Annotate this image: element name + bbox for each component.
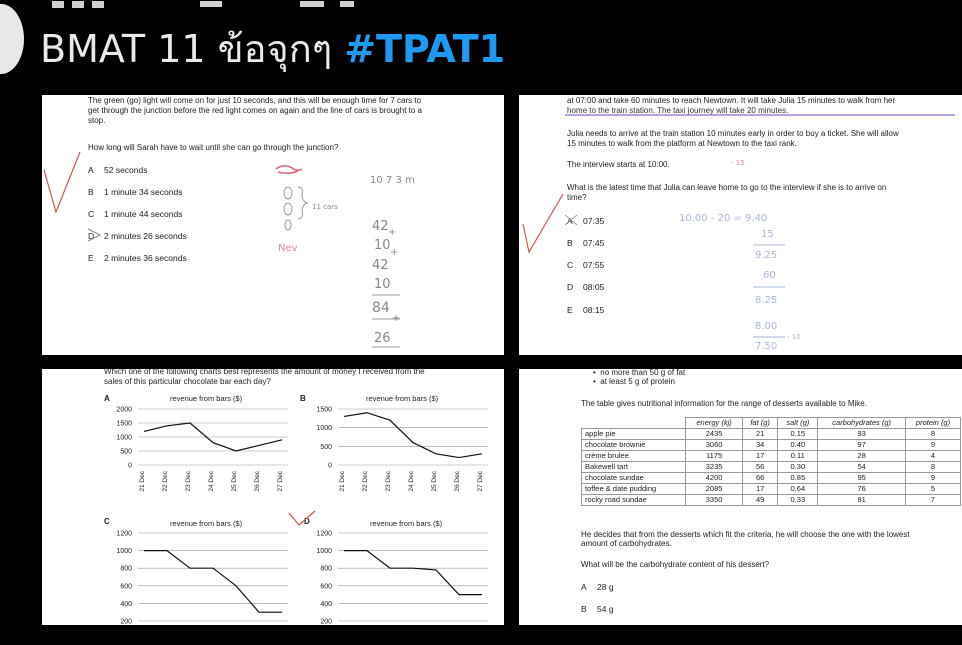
handwritten-note: 7.50	[755, 341, 778, 352]
chart-title: revenue from bars ($)	[170, 519, 243, 528]
x-tick-label: 22 Dec	[162, 471, 169, 492]
post-title-text: BMAT 11 ข้อจุกๆ	[40, 27, 333, 71]
y-tick-label: 800	[120, 565, 132, 573]
chart-title: revenue from bars ($)	[370, 519, 443, 528]
question-text: What is the latest time that Julia can leave home to go to the interview if she is to arrive on	[567, 183, 887, 192]
x-tick-label: 26 Dec	[254, 471, 261, 492]
handwritten-note: 15	[761, 229, 774, 240]
y-tick-label: 1000	[116, 434, 132, 442]
table-intro: The table gives nutritional information for the range of desserts available to Mike.	[581, 399, 867, 408]
y-tick-label: 1000	[116, 548, 132, 556]
series-line	[144, 551, 282, 613]
chart-option-letter: D	[304, 517, 310, 526]
revenue-chart-d	[304, 527, 494, 625]
y-tick-label: 500	[120, 448, 132, 456]
y-tick-label: 500	[320, 443, 332, 451]
handwritten-note: 11 cars	[312, 203, 338, 211]
x-tick-label: 24 Dec	[408, 471, 415, 492]
y-tick-label: 0	[128, 462, 132, 470]
y-tick-label: 1000	[316, 425, 332, 433]
question-text: What will be the carbohydrate content of his dessert?	[581, 560, 770, 569]
column-header: salt (g)	[778, 418, 818, 429]
column-header: protein (g)	[906, 418, 961, 429]
nutrition-table	[581, 417, 961, 506]
answer-option: D 08:05	[567, 282, 605, 292]
revenue-chart-a	[104, 403, 294, 503]
handwritten-note: - 15	[731, 159, 745, 167]
chart-option-letter: B	[300, 394, 306, 403]
table-row: chocolate brownie 3060 34 0.40 97 9	[582, 440, 961, 451]
x-tick-label: 27 Dec	[477, 471, 484, 492]
red-scribble-icon	[274, 163, 304, 177]
table-row: apple pie 2435 21 0.15 93 8	[582, 429, 961, 440]
x-tick-label: 27 Dec	[277, 471, 284, 492]
question-intro-line: stop.	[88, 116, 106, 125]
handwritten-note: 10.00 - 20 = 9.40	[679, 213, 768, 224]
handwritten-note: 10	[374, 277, 391, 292]
answer-option: D 2 minutes 26 seconds	[88, 231, 187, 241]
question-intro-line: He decides that from the desserts which fit the criteria, he will choose the one with the lowest	[581, 530, 910, 539]
handwritten-note: - 10	[787, 333, 801, 341]
image-panel-chart-question[interactable]	[42, 369, 504, 625]
answer-option: A 07:35	[567, 216, 605, 226]
x-tick-label: 23 Dec	[185, 471, 192, 492]
y-tick-label: 800	[320, 565, 332, 573]
answer-option: B 54 g	[581, 604, 614, 614]
handwritten-note: 10	[374, 238, 391, 253]
red-checkmark-icon	[42, 150, 82, 220]
question-text: How long will Sarah have to wait until she can go through the junction?	[88, 143, 339, 152]
chart-option-letter: C	[104, 517, 110, 526]
y-tick-label: 2000	[116, 406, 132, 414]
handwritten-note: Nev	[278, 243, 298, 254]
handwritten-note: 8.25	[755, 295, 778, 306]
series-line	[344, 551, 482, 595]
chart-title: revenue from bars ($)	[170, 394, 243, 403]
x-tick-label: 24 Dec	[208, 471, 215, 492]
y-tick-label: 200	[120, 618, 132, 626]
hashtag-link[interactable]: #TPAT1	[344, 27, 506, 71]
x-tick-label: 25 Dec	[231, 471, 238, 492]
answer-option: A 28 g	[581, 582, 614, 592]
x-tick-label: 23 Dec	[385, 471, 392, 492]
revenue-chart-b	[304, 403, 494, 503]
handwritten-note: 42	[372, 219, 389, 234]
table-row: Bakewell tart 3235 56 0.30 54 8	[582, 462, 961, 473]
question-text: time?	[567, 193, 587, 202]
question-intro-line: home to the train station. The taxi journey will take 20 minutes.	[567, 106, 789, 115]
handwritten-note: 60	[763, 270, 776, 281]
image-panel-traffic-question[interactable]	[42, 95, 504, 355]
criteria-item: • at least 5 g of protein	[593, 377, 675, 386]
question-intro-line: The interview starts at 10:00.	[567, 160, 670, 169]
question-intro-line: Julia needs to arrive at the train station 10 minutes early in order to buy a ticket. She will allow	[567, 129, 899, 138]
y-tick-label: 600	[120, 583, 132, 591]
crossed-answer-icon	[563, 213, 581, 227]
chart-option-letter: A	[104, 394, 110, 403]
cut-off-text-icon	[0, 1, 962, 13]
column-header: fat (g)	[742, 418, 777, 429]
answer-option: E 2 minutes 36 seconds	[88, 253, 187, 263]
x-tick-label: 22 Dec	[362, 471, 369, 492]
y-tick-label: 0	[328, 462, 332, 470]
question-intro-line: sales of this particular chocolate bar each day?	[104, 377, 271, 386]
handwritten-note: 26	[374, 331, 391, 346]
handwritten-note: 42	[372, 258, 389, 273]
answer-option: B 07:45	[567, 238, 605, 248]
x-tick-label: 21 Dec	[139, 471, 146, 492]
x-tick-label: 26 Dec	[454, 471, 461, 492]
underline-strokes-icon	[751, 243, 791, 343]
handwritten-note: +	[390, 247, 399, 258]
post-title	[40, 18, 505, 79]
image-panel-dessert-question[interactable]	[519, 369, 962, 625]
answer-option: C 07:55	[567, 260, 605, 270]
red-checkmark-icon	[287, 509, 317, 529]
red-checkmark-icon	[519, 190, 565, 260]
top-strip	[0, 0, 962, 12]
y-tick-label: 400	[120, 600, 132, 608]
answer-option: C 1 minute 44 seconds	[88, 209, 183, 219]
table-header-row	[582, 418, 961, 429]
handwritten-note: 8.00	[755, 321, 778, 332]
question-intro-line: amount of carbohydrates.	[581, 539, 672, 548]
revenue-chart-c	[104, 527, 294, 625]
underline-strokes-icon	[370, 293, 410, 353]
image-panel-julia-question[interactable]	[519, 95, 962, 355]
question-intro-line: 15 minutes to walk from the platform at Newtown to the taxi rank.	[567, 139, 797, 148]
x-tick-label: 21 Dec	[339, 471, 346, 492]
answer-option: A 52 seconds	[88, 165, 148, 175]
x-tick-label: 25 Dec	[431, 471, 438, 492]
table-row: chocolate sundae 4200 66 0.85 95 9	[582, 473, 961, 484]
y-tick-label: 600	[320, 583, 332, 591]
y-tick-label: 1500	[116, 420, 132, 428]
column-header: energy (kj)	[686, 418, 743, 429]
question-intro-line: at 07:00 and take 60 minutes to reach Newtown. It will take Julia 15 minutes to walk from her	[567, 96, 896, 105]
circled-answer-icon	[86, 225, 126, 245]
handwritten-note: 84	[372, 300, 390, 316]
answer-option: E 08:15	[567, 305, 605, 315]
y-tick-label: 1200	[116, 530, 132, 538]
table-row: toffee & date pudding 2085 17 0.64 76 5	[582, 484, 961, 495]
y-tick-label: 400	[320, 600, 332, 608]
handwritten-note: +	[388, 227, 397, 238]
y-tick-label: 1000	[316, 548, 332, 556]
criteria-item: • no more than 50 g of fat	[593, 369, 686, 377]
highlight-underline-icon	[565, 113, 962, 117]
table-row: rocky road sundae 3350 49 0.33 81 7	[582, 495, 961, 506]
handwritten-note: 9.25	[755, 250, 778, 261]
question-intro-line: get through the junction before the red light comes on again and the line of cars is brought to a	[88, 106, 422, 115]
avatar[interactable]	[0, 4, 24, 74]
y-tick-label: 1500	[316, 406, 332, 414]
series-line	[344, 413, 482, 458]
handwritten-note: +	[392, 313, 401, 324]
column-header: carbohydrates (g)	[818, 418, 906, 429]
y-tick-label: 1200	[316, 530, 332, 538]
table-row: crème brulee 1175 17 0.11 28 4	[582, 451, 961, 462]
question-intro-line: The green (go) light will come on for just 10 seconds, and this will be enough time for 7 cars to	[88, 96, 422, 105]
answer-option: B 1 minute 34 seconds	[88, 187, 183, 197]
y-tick-label: 200	[320, 618, 332, 626]
chart-title: revenue from bars ($)	[366, 394, 439, 403]
handwritten-note: 10 7 3 m	[370, 175, 415, 186]
question-intro-line: Which one of the following charts best represents the amount of money I received from the	[104, 369, 425, 376]
